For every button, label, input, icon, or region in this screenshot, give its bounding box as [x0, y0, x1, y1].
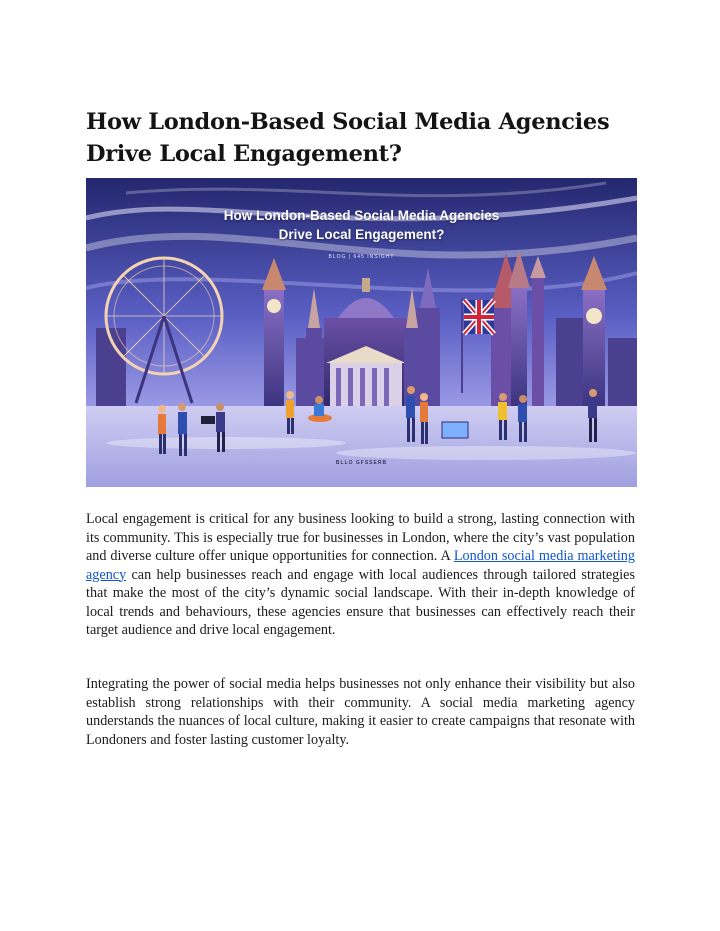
paragraph-1-text-end: can help businesses reach and engage with local audiences through tailored strategies that make the most of the city’s dynamic social landscape. With their in-depth knowledge of local trends and behaviours, these agencies ensure that businesses can effectively reach their target audience and drive local engagement. — [86, 566, 635, 638]
paragraph-2: Integrating the power of social media helps businesses not only enhance their visibility but also establish strong relationships with their community. A social media marketing agency understands the nuances of local culture, making it easier to create campaigns that resonate with Londoners and foster lasting customer loyalty. — [86, 676, 635, 748]
paragraph-1-text-start: Local engagement is critical for any business looking to build a strong, lasting connection with its community. This is especially true for businesses in London, where the city’s vast population and diverse culture offer unique opportunities for connection. A — [86, 511, 635, 564]
hero-footer-text: BLLO GFSSERB — [335, 460, 388, 466]
agency-link[interactable]: London social media marketing agency — [86, 548, 635, 583]
article-title: How London-Based Social Media Agencies Drive Local Engagement? — [86, 109, 610, 167]
hero-title — [86, 206, 637, 244]
hero-title-line2: Drive Local Engagement? — [278, 227, 445, 242]
hero-image — [86, 178, 637, 487]
hero-title-line1: How London-Based Social Media Agencies — [223, 208, 500, 223]
paragraph-1 — [86, 510, 635, 640]
hero-subtitle: BLOG | 645 INSIGHT — [328, 254, 395, 260]
